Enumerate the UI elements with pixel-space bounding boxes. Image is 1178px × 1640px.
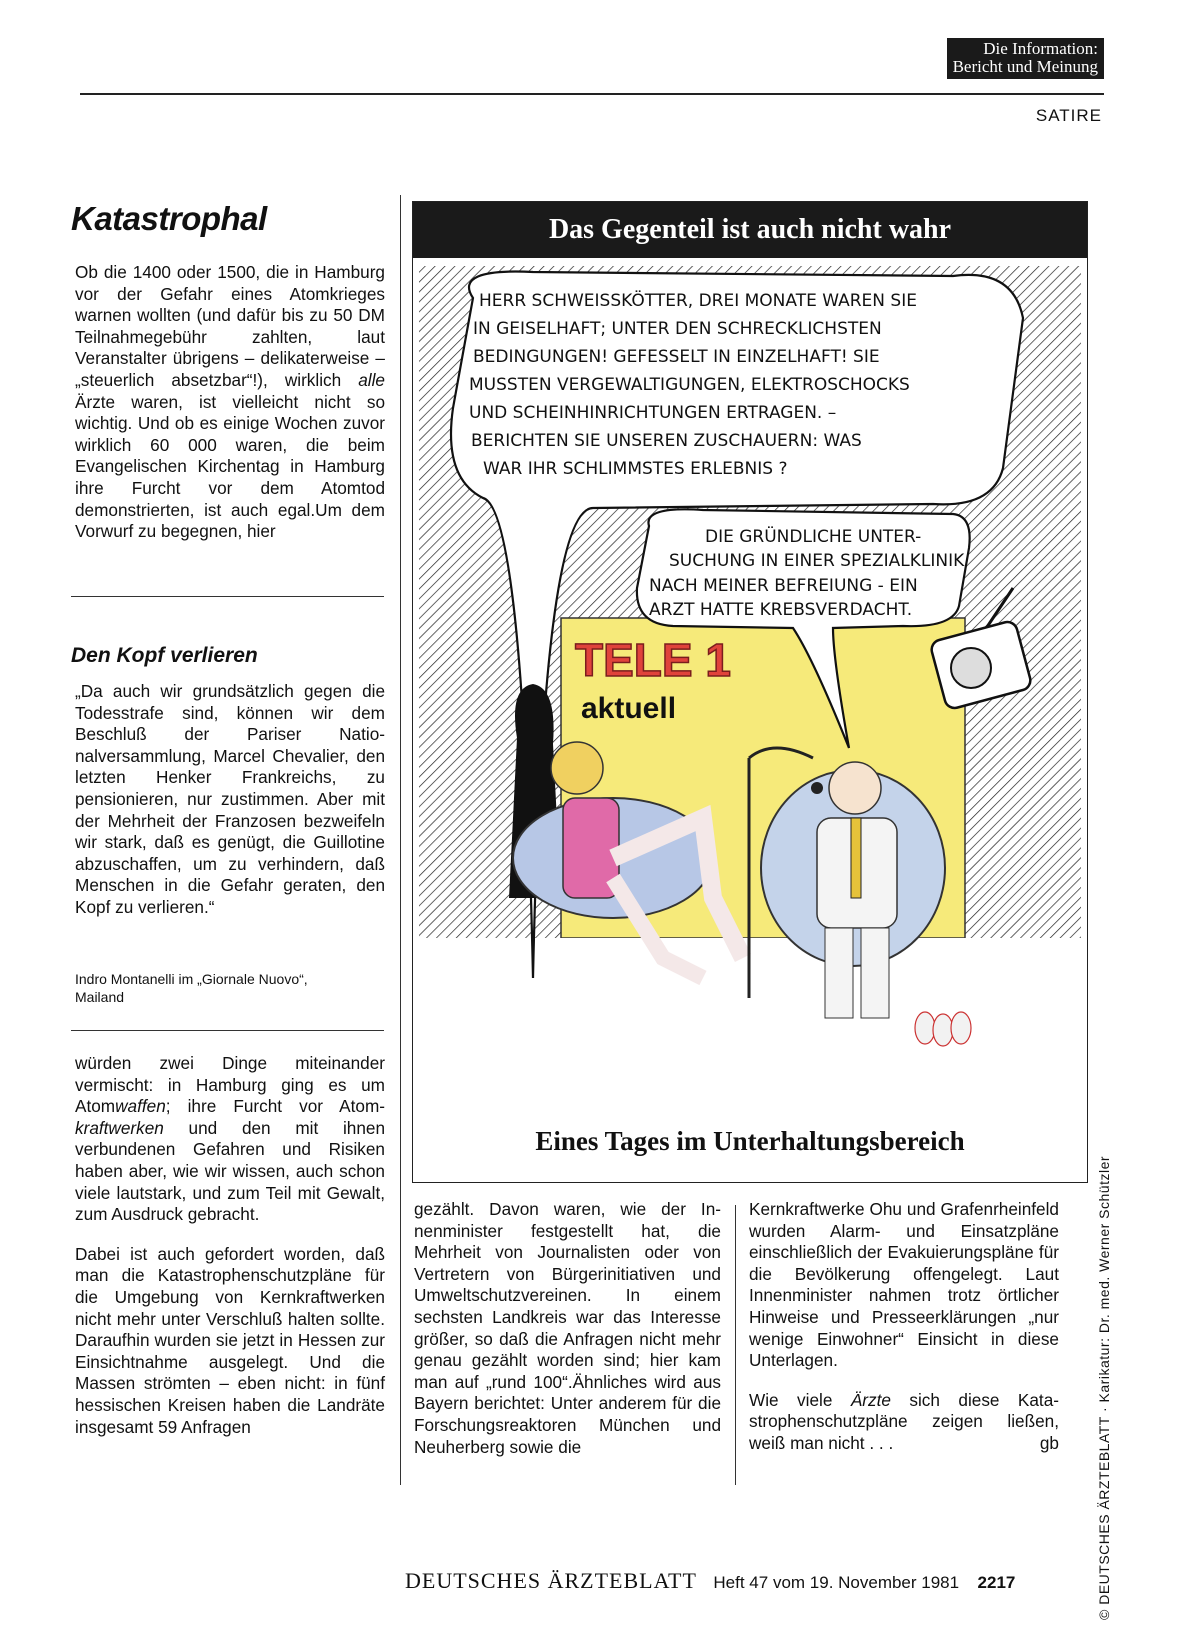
column-separator (400, 195, 401, 1485)
quote-source-line-2: Mailand (75, 989, 125, 1005)
body-emphasis: Ärzte (850, 1389, 891, 1410)
body-paragraph: Dabei ist auch gefordert worden, daß man die Katastrophenschutzpläne für die Umgebung von Kernkraftwerken nicht mehr unter Verschluß halten sollte. Daraufhin wurden sie jetzt in Hessen zur Einsichtnahme ausgelegt. Und die Massen strömten – eben nicht: in fünf hessischen Kreisen haben die Landräte insgesamt 59 Anfragen (75, 1243, 385, 1437)
cartoon-caption: Eines Tages im Unterhaltungsbereich (535, 1126, 965, 1156)
bubble-line: UND SCHEINHINRICHTUNGEN ERTRAGEN. – (469, 403, 837, 423)
body-text: würden zwei Dinge miteinander vermischt: in Hamburg ging es um Atom (75, 1053, 385, 1117)
section-label: SATIRE (1035, 106, 1102, 125)
image-credit-text: © DEUTSCHES ÄRZTEBLATT · Karikatur: Dr. med. Werner Schützler (1096, 1155, 1112, 1620)
cartoon-title: Das Gegenteil ist auch nicht wahr (413, 202, 1087, 258)
tele-sign-subtitle: aktuell (581, 692, 677, 725)
footer-issue: Heft 47 vom 19. November 1981 (713, 1573, 960, 1592)
badge-line-1: Die Information: (983, 39, 1098, 58)
body-text: und den mit ihnen verbundenen Gefahren und Risiken haben aber, wie wir wissen, auch schon viele lautstark, und zum Teil mit Gewalt, zum Ausdruck gebracht. (75, 1117, 385, 1225)
cartoon-box (412, 201, 1088, 1183)
quote-box-title: Den Kopf verlieren (71, 644, 258, 667)
article-body-col-1 (75, 1053, 385, 1456)
body-paragraph: Kernkraftwerke Ohu und Grafenrheinfeld wurden Alarm- und Einsatzpläne einschließlich der Evakuierungspläne für die Bevölkerung offengelegt. Laut Innenminister nahmen trotz örtlicher Hinweise und Presseerklärungen „nur wenige Einwohner“ Einsicht in diese Unterlagen. (749, 1199, 1059, 1371)
quote-source (75, 970, 385, 1006)
body-emphasis: kraftwerken (75, 1117, 164, 1138)
page-footer (405, 1568, 1095, 1594)
image-credit (1096, 1155, 1116, 1640)
intro-emphasis: alle (358, 369, 385, 390)
bubble-line: DIE GRÜNDLICHE UNTER- (705, 527, 922, 547)
column-separator (735, 1205, 736, 1485)
cartoon-illustration (413, 258, 1087, 1118)
bubble-line: BEDINGUNGEN! GEFESSELT IN EINZELHAFT! SIE (473, 347, 880, 367)
bubble-line: SUCHUNG IN EINER SPEZIALKLINIK (669, 551, 965, 571)
bubble-line: IN GEISELHAFT; UNTER DEN SCHRECKLICHSTEN (473, 319, 882, 339)
quote-source-line-1: Indro Montanelli im „Giornale Nuovo“, (75, 971, 308, 987)
footer-masthead: DEUTSCHES ÄRZTEBLATT (405, 1568, 697, 1593)
body-text: Wie viele (749, 1389, 851, 1410)
intro-text: Ob die 1400 oder 1500, die in Hamburg vor der Gefahr eines Atomkrieges warnen wollten (und dafür bis zu 50 DM Teilnahmegebühr zahlten, laut Veranstalter übrigens – delikaterweise – „steuerlich absetzbar“!), wirklich (75, 262, 385, 390)
box-rule-top (71, 596, 384, 597)
body-text: sich diese Katastrophenschutzpläne zeigen ließen, weiß man nicht . . . (749, 1389, 1060, 1453)
bubble-line: WAR IHR SCHLIMMSTES ERLEBNIS ? (483, 459, 788, 479)
section-badge (947, 38, 1104, 79)
mice-drawing (915, 1012, 971, 1046)
article-body-col-3 (749, 1199, 1059, 1473)
quote-text: „Da auch wir grundsätzlich gegen die Todesstrafe sind, können wir dem Beschluß der Pariser Nationalversammlung, Marcel Chevalier, den letzten Henker Frankreichs, zu pensionieren, nur zustimmen. Aber mit der Mehrheit der Franzosen bezweifeln wir stark, daß es genügt, die Guillotine abzuschaffen, um zu verhindern, daß Menschen in die Gefahr geraten, den Kopf zu verlieren.“ (75, 681, 385, 917)
header-rule (80, 93, 1104, 95)
tele-sign-title: TELE 1 (575, 634, 731, 686)
body-emphasis: waffen (115, 1096, 166, 1117)
bubble-line: MUSSTEN VERGEWALTIGUNGEN, ELEKTROSCHOCKS (469, 375, 910, 395)
article-body-col-2: gezählt. Davon waren, wie der Innenminister festgestellt hat, die Mehrheit von Journalisten oder von Vertretern von Bürgerinitiativen und Umweltschutzvereinen. In einem sechsten Landkreis war das Interesse größer, so daß die Anfragen nicht mehr genau gezählt worden sind; hier kam man auf „rund 100“.Ähnliches wird aus Bayern berichtet: Unter anderem für die Forschungsreaktoren München und Neuherberg sowie die (414, 1199, 721, 1457)
bubble-line: BERICHTEN SIE UNSEREN ZUSCHAUERN: WAS (471, 431, 862, 451)
bubble-line: HERR SCHWEISSKÖTTER, DREI MONATE WAREN SIE (479, 291, 917, 311)
footer-page-number: 2217 (977, 1573, 1016, 1592)
article-intro (75, 262, 385, 561)
badge-line-2: Bericht und Meinung (952, 57, 1098, 76)
article-title: Katastrophal (71, 200, 267, 237)
author-signature: gb (1039, 1432, 1059, 1453)
bubble-line: ARZT HATTE KREBSVERDACHT. (649, 600, 913, 620)
bubble-line: NACH MEINER BEFREIUNG - EIN (649, 576, 918, 596)
box-rule-bottom (71, 1030, 384, 1031)
body-text: ; ihre Furcht vor Atom (165, 1096, 385, 1117)
intro-text-tail: Ärzte waren, ist vielleicht nicht so wichtig. Und ob es einige Wochen zuvor wirklich 60 000 waren, die beim Evangelischen Kirchentag in Hamburg ihre Furcht vor dem Atomtod demonstrierten, ist auch egal.Um dem Vorwurf zu begegnen, hier (75, 391, 385, 542)
